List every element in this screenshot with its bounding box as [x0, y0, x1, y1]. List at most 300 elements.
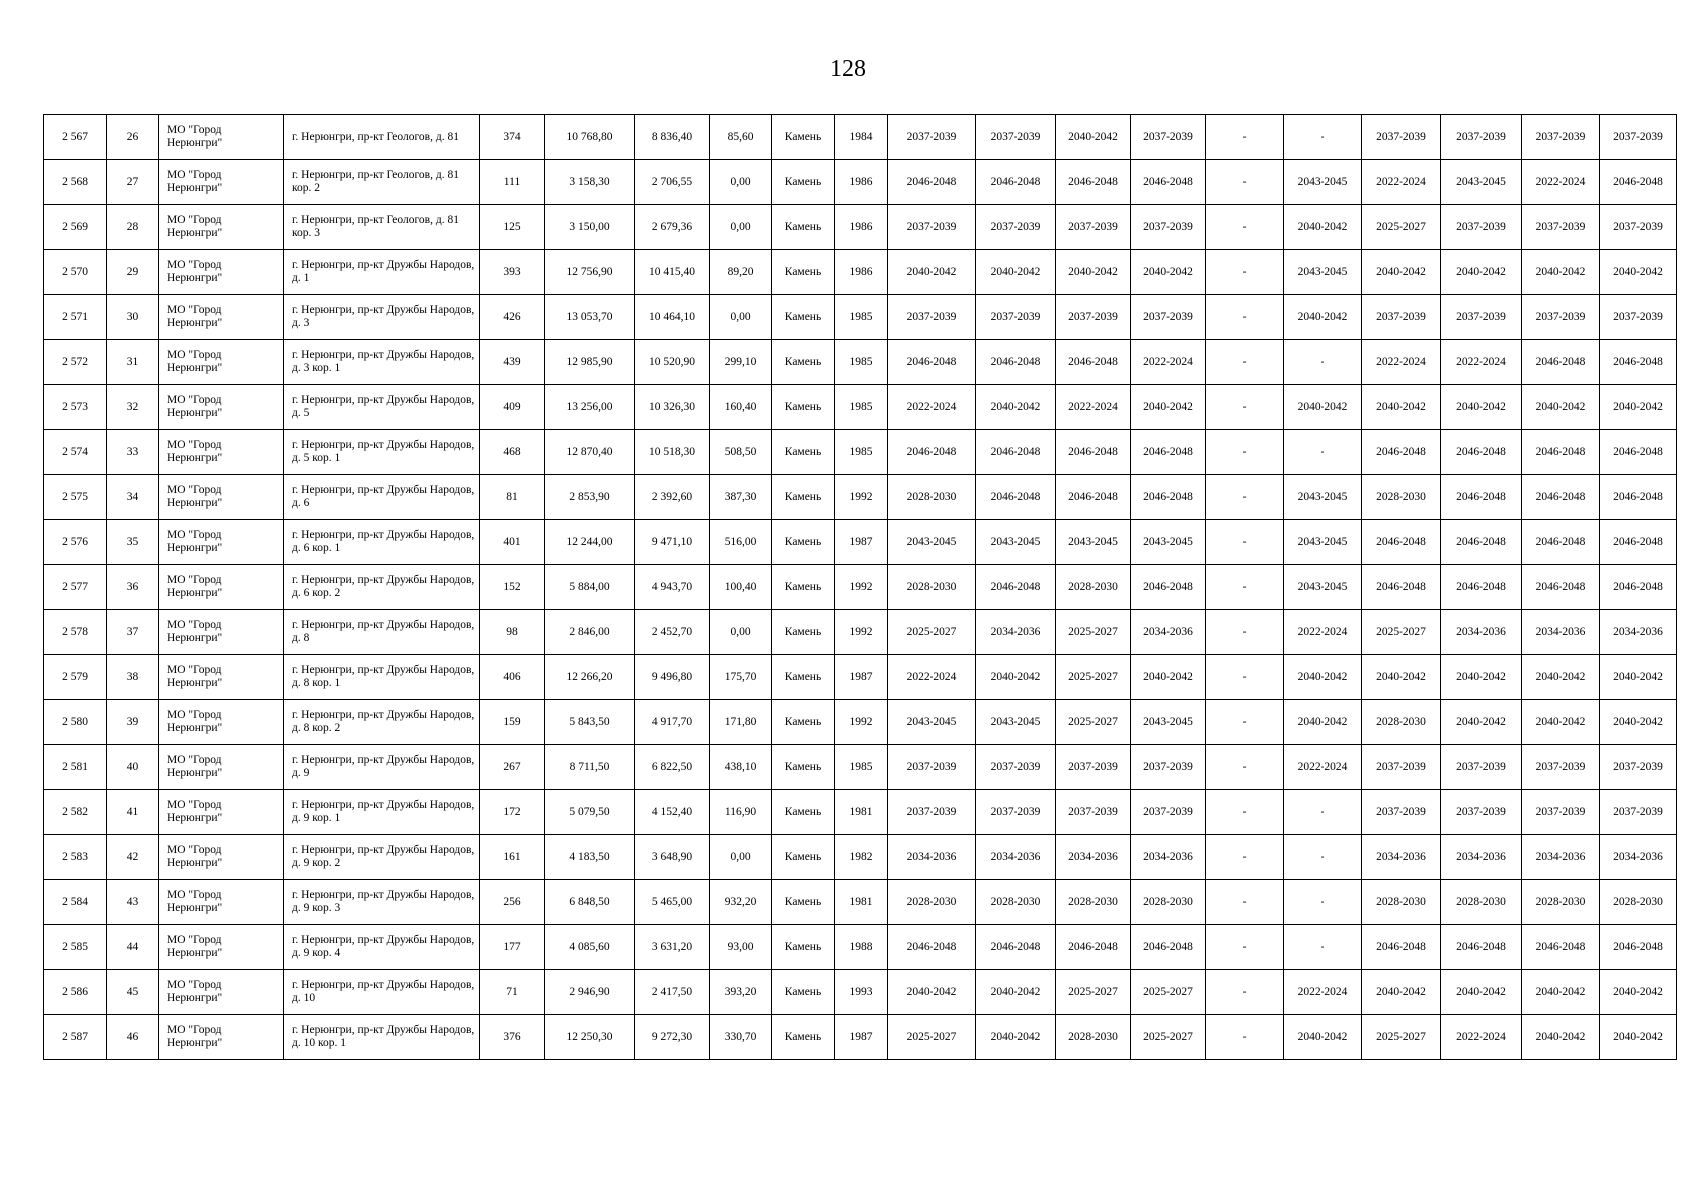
cell-registry-number: 2 582	[44, 790, 107, 835]
cell-work-period-10: 2040-2042	[1600, 655, 1677, 700]
cell-work-period-6: -	[1284, 835, 1362, 880]
cell-work-period-8: 2043-2045	[1441, 160, 1522, 205]
cell-work-period-9: 2037-2039	[1522, 790, 1600, 835]
cell-work-period-3: 2028-2030	[1056, 565, 1131, 610]
cell-work-period-3: 2022-2024	[1056, 385, 1131, 430]
cell-work-period-6: 2043-2045	[1284, 520, 1362, 565]
cell-municipality: МО "Город Нерюнгри"	[159, 520, 284, 565]
cell-address: г. Нерюнгри, пр-кт Дружбы Народов, д. 3	[284, 295, 480, 340]
cell-work-period-1: 2046-2048	[888, 430, 976, 475]
cell-work-period-10: 2037-2039	[1600, 295, 1677, 340]
cell-work-period-5: -	[1206, 655, 1284, 700]
cell-total-area: 5 079,50	[545, 790, 635, 835]
cell-work-period-3: 2034-2036	[1056, 835, 1131, 880]
cell-work-period-4: 2034-2036	[1131, 610, 1206, 655]
cell-work-period-1: 2037-2039	[888, 115, 976, 160]
cell-work-period-6: 2040-2042	[1284, 1015, 1362, 1060]
cell-work-period-3: 2037-2039	[1056, 295, 1131, 340]
cell-work-period-2: 2043-2045	[976, 700, 1056, 745]
cell-non-residential-area: 100,40	[710, 565, 772, 610]
cell-residential-area: 4 943,70	[635, 565, 710, 610]
cell-work-period-4: 2043-2045	[1131, 520, 1206, 565]
cell-work-period-8: 2046-2048	[1441, 565, 1522, 610]
cell-registry-number: 2 578	[44, 610, 107, 655]
cell-work-period-10: 2040-2042	[1600, 700, 1677, 745]
cell-work-period-2: 2040-2042	[976, 250, 1056, 295]
cell-work-period-6: -	[1284, 880, 1362, 925]
cell-address: г. Нерюнгри, пр-кт Дружбы Народов, д. 9	[284, 745, 480, 790]
cell-registry-number: 2 583	[44, 835, 107, 880]
cell-work-period-8: 2046-2048	[1441, 520, 1522, 565]
cell-work-period-3: 2040-2042	[1056, 115, 1131, 160]
cell-work-period-3: 2037-2039	[1056, 745, 1131, 790]
cell-work-period-2: 2037-2039	[976, 115, 1056, 160]
cell-work-period-8: 2046-2048	[1441, 925, 1522, 970]
cell-residential-area: 10 520,90	[635, 340, 710, 385]
cell-address: г. Нерюнгри, пр-кт Геологов, д. 81 кор. 3	[284, 205, 480, 250]
cell-work-period-3: 2037-2039	[1056, 205, 1131, 250]
cell-work-period-9: 2046-2048	[1522, 925, 1600, 970]
cell-total-area: 6 848,50	[545, 880, 635, 925]
cell-row-number: 27	[107, 160, 159, 205]
table-row	[44, 160, 1677, 205]
cell-work-period-10: 2040-2042	[1600, 385, 1677, 430]
cell-wall-material: Камень	[772, 475, 835, 520]
cell-work-period-6: 2043-2045	[1284, 475, 1362, 520]
cell-registry-number: 2 587	[44, 1015, 107, 1060]
cell-non-residential-area: 0,00	[710, 205, 772, 250]
cell-non-residential-area: 0,00	[710, 835, 772, 880]
cell-work-period-7: 2028-2030	[1362, 475, 1441, 520]
cell-total-area: 12 250,30	[545, 1015, 635, 1060]
cell-work-period-3: 2025-2027	[1056, 655, 1131, 700]
cell-work-period-5: -	[1206, 880, 1284, 925]
cell-total-area: 12 985,90	[545, 340, 635, 385]
cell-work-period-4: 2046-2048	[1131, 160, 1206, 205]
cell-work-period-2: 2034-2036	[976, 610, 1056, 655]
cell-work-period-3: 2037-2039	[1056, 790, 1131, 835]
cell-row-number: 32	[107, 385, 159, 430]
cell-work-period-3: 2046-2048	[1056, 475, 1131, 520]
cell-non-residential-area: 0,00	[710, 610, 772, 655]
cell-work-period-10: 2034-2036	[1600, 835, 1677, 880]
cell-year-built: 1992	[835, 610, 888, 655]
cell-work-period-2: 2043-2045	[976, 520, 1056, 565]
cell-work-period-3: 2046-2048	[1056, 160, 1131, 205]
cell-residents-count: 468	[480, 430, 545, 475]
cell-work-period-2: 2034-2036	[976, 835, 1056, 880]
cell-wall-material: Камень	[772, 115, 835, 160]
cell-municipality: МО "Город Нерюнгри"	[159, 610, 284, 655]
cell-work-period-1: 2028-2030	[888, 880, 976, 925]
cell-year-built: 1987	[835, 655, 888, 700]
cell-work-period-8: 2037-2039	[1441, 205, 1522, 250]
table-row	[44, 475, 1677, 520]
cell-year-built: 1985	[835, 430, 888, 475]
cell-work-period-5: -	[1206, 160, 1284, 205]
cell-work-period-2: 2046-2048	[976, 430, 1056, 475]
cell-address: г. Нерюнгри, пр-кт Дружбы Народов, д. 10	[284, 970, 480, 1015]
cell-non-residential-area: 93,00	[710, 925, 772, 970]
cell-work-period-9: 2040-2042	[1522, 1015, 1600, 1060]
cell-non-residential-area: 299,10	[710, 340, 772, 385]
cell-row-number: 33	[107, 430, 159, 475]
cell-work-period-9: 2028-2030	[1522, 880, 1600, 925]
cell-municipality: МО "Город Нерюнгри"	[159, 745, 284, 790]
cell-work-period-10: 2037-2039	[1600, 790, 1677, 835]
cell-year-built: 1985	[835, 745, 888, 790]
cell-address: г. Нерюнгри, пр-кт Дружбы Народов, д. 9 кор. 2	[284, 835, 480, 880]
cell-work-period-2: 2040-2042	[976, 655, 1056, 700]
cell-work-period-8: 2040-2042	[1441, 385, 1522, 430]
cell-address: г. Нерюнгри, пр-кт Дружбы Народов, д. 8 кор. 2	[284, 700, 480, 745]
cell-residents-count: 409	[480, 385, 545, 430]
cell-work-period-1: 2040-2042	[888, 250, 976, 295]
cell-work-period-5: -	[1206, 295, 1284, 340]
cell-work-period-9: 2040-2042	[1522, 700, 1600, 745]
cell-work-period-2: 2037-2039	[976, 295, 1056, 340]
cell-residents-count: 439	[480, 340, 545, 385]
cell-municipality: МО "Город Нерюнгри"	[159, 385, 284, 430]
cell-work-period-4: 2025-2027	[1131, 970, 1206, 1015]
cell-row-number: 43	[107, 880, 159, 925]
cell-work-period-4: 2046-2048	[1131, 565, 1206, 610]
cell-row-number: 46	[107, 1015, 159, 1060]
cell-work-period-4: 2043-2045	[1131, 700, 1206, 745]
cell-work-period-8: 2022-2024	[1441, 1015, 1522, 1060]
cell-work-period-3: 2025-2027	[1056, 610, 1131, 655]
cell-row-number: 40	[107, 745, 159, 790]
cell-work-period-10: 2040-2042	[1600, 970, 1677, 1015]
cell-work-period-2: 2037-2039	[976, 745, 1056, 790]
cell-work-period-6: 2040-2042	[1284, 295, 1362, 340]
cell-row-number: 41	[107, 790, 159, 835]
cell-non-residential-area: 932,20	[710, 880, 772, 925]
cell-work-period-6: -	[1284, 790, 1362, 835]
cell-municipality: МО "Город Нерюнгри"	[159, 655, 284, 700]
cell-work-period-6: 2040-2042	[1284, 385, 1362, 430]
cell-residents-count: 159	[480, 700, 545, 745]
cell-municipality: МО "Город Нерюнгри"	[159, 700, 284, 745]
cell-non-residential-area: 0,00	[710, 160, 772, 205]
cell-work-period-5: -	[1206, 745, 1284, 790]
cell-work-period-10: 2040-2042	[1600, 1015, 1677, 1060]
cell-address: г. Нерюнгри, пр-кт Дружбы Народов, д. 8	[284, 610, 480, 655]
cell-work-period-10: 2037-2039	[1600, 745, 1677, 790]
cell-work-period-6: 2043-2045	[1284, 250, 1362, 295]
cell-work-period-9: 2040-2042	[1522, 385, 1600, 430]
cell-residents-count: 256	[480, 880, 545, 925]
cell-work-period-5: -	[1206, 115, 1284, 160]
cell-registry-number: 2 579	[44, 655, 107, 700]
cell-work-period-8: 2037-2039	[1441, 790, 1522, 835]
cell-residents-count: 267	[480, 745, 545, 790]
cell-work-period-10: 2046-2048	[1600, 565, 1677, 610]
cell-residential-area: 4 152,40	[635, 790, 710, 835]
cell-wall-material: Камень	[772, 520, 835, 565]
cell-row-number: 39	[107, 700, 159, 745]
table-row	[44, 385, 1677, 430]
cell-address: г. Нерюнгри, пр-кт Дружбы Народов, д. 8 кор. 1	[284, 655, 480, 700]
cell-residents-count: 125	[480, 205, 545, 250]
cell-wall-material: Камень	[772, 340, 835, 385]
cell-total-area: 2 846,00	[545, 610, 635, 655]
cell-registry-number: 2 570	[44, 250, 107, 295]
cell-address: г. Нерюнгри, пр-кт Дружбы Народов, д. 6 кор. 2	[284, 565, 480, 610]
cell-total-area: 4 183,50	[545, 835, 635, 880]
cell-total-area: 5 843,50	[545, 700, 635, 745]
cell-registry-number: 2 581	[44, 745, 107, 790]
cell-wall-material: Камень	[772, 1015, 835, 1060]
cell-residents-count: 401	[480, 520, 545, 565]
cell-residents-count: 71	[480, 970, 545, 1015]
cell-work-period-5: -	[1206, 520, 1284, 565]
cell-work-period-9: 2046-2048	[1522, 340, 1600, 385]
cell-work-period-10: 2046-2048	[1600, 520, 1677, 565]
cell-municipality: МО "Город Нерюнгри"	[159, 340, 284, 385]
cell-work-period-2: 2040-2042	[976, 970, 1056, 1015]
cell-work-period-1: 2037-2039	[888, 790, 976, 835]
cell-registry-number: 2 585	[44, 925, 107, 970]
cell-work-period-4: 2037-2039	[1131, 115, 1206, 160]
cell-work-period-9: 2046-2048	[1522, 430, 1600, 475]
cell-work-period-7: 2022-2024	[1362, 160, 1441, 205]
cell-row-number: 34	[107, 475, 159, 520]
cell-work-period-8: 2040-2042	[1441, 700, 1522, 745]
cell-residential-area: 9 272,30	[635, 1015, 710, 1060]
cell-total-area: 13 256,00	[545, 385, 635, 430]
cell-work-period-8: 2037-2039	[1441, 745, 1522, 790]
cell-row-number: 38	[107, 655, 159, 700]
cell-wall-material: Камень	[772, 700, 835, 745]
table-row	[44, 610, 1677, 655]
cell-residential-area: 4 917,70	[635, 700, 710, 745]
cell-work-period-3: 2043-2045	[1056, 520, 1131, 565]
cell-non-residential-area: 85,60	[710, 115, 772, 160]
cell-residents-count: 161	[480, 835, 545, 880]
cell-work-period-2: 2037-2039	[976, 205, 1056, 250]
cell-work-period-10: 2046-2048	[1600, 160, 1677, 205]
cell-non-residential-area: 0,00	[710, 295, 772, 340]
cell-work-period-9: 2046-2048	[1522, 520, 1600, 565]
cell-work-period-5: -	[1206, 700, 1284, 745]
table-row	[44, 205, 1677, 250]
cell-work-period-1: 2025-2027	[888, 1015, 976, 1060]
table-row	[44, 115, 1677, 160]
cell-work-period-7: 2046-2048	[1362, 925, 1441, 970]
cell-registry-number: 2 569	[44, 205, 107, 250]
cell-work-period-6: 2022-2024	[1284, 745, 1362, 790]
cell-work-period-6: -	[1284, 340, 1362, 385]
cell-work-period-10: 2040-2042	[1600, 250, 1677, 295]
cell-work-period-3: 2046-2048	[1056, 340, 1131, 385]
table-row	[44, 295, 1677, 340]
cell-total-area: 4 085,60	[545, 925, 635, 970]
cell-work-period-1: 2046-2048	[888, 340, 976, 385]
cell-wall-material: Камень	[772, 250, 835, 295]
cell-residential-area: 2 679,36	[635, 205, 710, 250]
cell-work-period-1: 2037-2039	[888, 295, 976, 340]
cell-year-built: 1985	[835, 295, 888, 340]
cell-work-period-1: 2025-2027	[888, 610, 976, 655]
cell-work-period-4: 2046-2048	[1131, 430, 1206, 475]
cell-year-built: 1981	[835, 790, 888, 835]
cell-residents-count: 98	[480, 610, 545, 655]
cell-work-period-6: 2040-2042	[1284, 655, 1362, 700]
cell-year-built: 1986	[835, 250, 888, 295]
cell-non-residential-area: 393,20	[710, 970, 772, 1015]
cell-work-period-2: 2046-2048	[976, 340, 1056, 385]
cell-work-period-9: 2037-2039	[1522, 295, 1600, 340]
cell-total-area: 2 946,90	[545, 970, 635, 1015]
cell-wall-material: Камень	[772, 925, 835, 970]
cell-non-residential-area: 330,70	[710, 1015, 772, 1060]
cell-total-area: 12 756,90	[545, 250, 635, 295]
cell-work-period-5: -	[1206, 925, 1284, 970]
cell-work-period-8: 2034-2036	[1441, 610, 1522, 655]
cell-work-period-4: 2034-2036	[1131, 835, 1206, 880]
cell-work-period-6: 2043-2045	[1284, 565, 1362, 610]
cell-residents-count: 172	[480, 790, 545, 835]
cell-residential-area: 9 496,80	[635, 655, 710, 700]
cell-total-area: 12 266,20	[545, 655, 635, 700]
cell-work-period-10: 2046-2048	[1600, 430, 1677, 475]
cell-work-period-9: 2040-2042	[1522, 250, 1600, 295]
cell-work-period-7: 2034-2036	[1362, 835, 1441, 880]
table-row	[44, 250, 1677, 295]
cell-work-period-10: 2037-2039	[1600, 115, 1677, 160]
cell-work-period-7: 2037-2039	[1362, 745, 1441, 790]
cell-work-period-3: 2028-2030	[1056, 880, 1131, 925]
cell-municipality: МО "Город Нерюнгри"	[159, 250, 284, 295]
cell-work-period-10: 2046-2048	[1600, 925, 1677, 970]
cell-year-built: 1987	[835, 1015, 888, 1060]
cell-registry-number: 2 576	[44, 520, 107, 565]
cell-work-period-2: 2046-2048	[976, 565, 1056, 610]
table-row	[44, 880, 1677, 925]
cell-work-period-4: 2040-2042	[1131, 385, 1206, 430]
table-row	[44, 925, 1677, 970]
cell-row-number: 44	[107, 925, 159, 970]
cell-year-built: 1985	[835, 385, 888, 430]
cell-municipality: МО "Город Нерюнгри"	[159, 835, 284, 880]
cell-year-built: 1987	[835, 520, 888, 565]
cell-registry-number: 2 567	[44, 115, 107, 160]
cell-work-period-1: 2040-2042	[888, 970, 976, 1015]
cell-non-residential-area: 438,10	[710, 745, 772, 790]
cell-work-period-5: -	[1206, 430, 1284, 475]
housing-registry-table	[43, 114, 1677, 1060]
cell-municipality: МО "Город Нерюнгри"	[159, 1015, 284, 1060]
table-row	[44, 340, 1677, 385]
cell-residents-count: 406	[480, 655, 545, 700]
cell-non-residential-area: 160,40	[710, 385, 772, 430]
cell-total-area: 10 768,80	[545, 115, 635, 160]
cell-work-period-3: 2046-2048	[1056, 925, 1131, 970]
cell-address: г. Нерюнгри, пр-кт Дружбы Народов, д. 5	[284, 385, 480, 430]
cell-year-built: 1986	[835, 160, 888, 205]
cell-work-period-7: 2028-2030	[1362, 700, 1441, 745]
cell-address: г. Нерюнгри, пр-кт Дружбы Народов, д. 3 кор. 1	[284, 340, 480, 385]
cell-work-period-4: 2040-2042	[1131, 250, 1206, 295]
cell-work-period-7: 2040-2042	[1362, 250, 1441, 295]
cell-year-built: 1992	[835, 700, 888, 745]
cell-work-period-1: 2037-2039	[888, 205, 976, 250]
page-number: 128	[830, 56, 866, 82]
cell-row-number: 37	[107, 610, 159, 655]
cell-row-number: 28	[107, 205, 159, 250]
cell-work-period-3: 2046-2048	[1056, 430, 1131, 475]
cell-work-period-8: 2037-2039	[1441, 115, 1522, 160]
cell-work-period-1: 2043-2045	[888, 520, 976, 565]
cell-work-period-8: 2022-2024	[1441, 340, 1522, 385]
cell-work-period-7: 2046-2048	[1362, 565, 1441, 610]
cell-work-period-5: -	[1206, 835, 1284, 880]
cell-work-period-6: 2040-2042	[1284, 205, 1362, 250]
cell-work-period-9: 2034-2036	[1522, 835, 1600, 880]
cell-work-period-9: 2046-2048	[1522, 475, 1600, 520]
cell-address: г. Нерюнгри, пр-кт Дружбы Народов, д. 9 кор. 3	[284, 880, 480, 925]
cell-work-period-10: 2037-2039	[1600, 205, 1677, 250]
cell-non-residential-area: 516,00	[710, 520, 772, 565]
cell-residential-area: 2 392,60	[635, 475, 710, 520]
cell-municipality: МО "Город Нерюнгри"	[159, 925, 284, 970]
cell-work-period-3: 2040-2042	[1056, 250, 1131, 295]
cell-work-period-4: 2037-2039	[1131, 790, 1206, 835]
cell-work-period-8: 2040-2042	[1441, 970, 1522, 1015]
cell-residential-area: 10 415,40	[635, 250, 710, 295]
cell-non-residential-area: 508,50	[710, 430, 772, 475]
cell-work-period-7: 2025-2027	[1362, 610, 1441, 655]
cell-work-period-2: 2040-2042	[976, 385, 1056, 430]
cell-municipality: МО "Город Нерюнгри"	[159, 205, 284, 250]
cell-year-built: 1986	[835, 205, 888, 250]
cell-work-period-5: -	[1206, 250, 1284, 295]
cell-municipality: МО "Город Нерюнгри"	[159, 475, 284, 520]
cell-address: г. Нерюнгри, пр-кт Дружбы Народов, д. 6	[284, 475, 480, 520]
cell-work-period-2: 2046-2048	[976, 925, 1056, 970]
cell-registry-number: 2 572	[44, 340, 107, 385]
cell-total-area: 13 053,70	[545, 295, 635, 340]
cell-work-period-8: 2034-2036	[1441, 835, 1522, 880]
cell-address: г. Нерюнгри, пр-кт Дружбы Народов, д. 10 кор. 1	[284, 1015, 480, 1060]
cell-work-period-7: 2037-2039	[1362, 295, 1441, 340]
cell-work-period-3: 2025-2027	[1056, 970, 1131, 1015]
cell-residential-area: 2 452,70	[635, 610, 710, 655]
cell-municipality: МО "Город Нерюнгри"	[159, 160, 284, 205]
table-row	[44, 565, 1677, 610]
cell-work-period-10: 2028-2030	[1600, 880, 1677, 925]
cell-year-built: 1982	[835, 835, 888, 880]
cell-work-period-5: -	[1206, 970, 1284, 1015]
table-body	[44, 115, 1677, 1060]
cell-work-period-4: 2040-2042	[1131, 655, 1206, 700]
cell-municipality: МО "Город Нерюнгри"	[159, 565, 284, 610]
cell-registry-number: 2 575	[44, 475, 107, 520]
cell-year-built: 1985	[835, 340, 888, 385]
cell-work-period-7: 2022-2024	[1362, 340, 1441, 385]
cell-wall-material: Камень	[772, 655, 835, 700]
cell-work-period-9: 2022-2024	[1522, 160, 1600, 205]
cell-work-period-4: 2022-2024	[1131, 340, 1206, 385]
cell-year-built: 1984	[835, 115, 888, 160]
cell-year-built: 1988	[835, 925, 888, 970]
cell-registry-number: 2 574	[44, 430, 107, 475]
cell-row-number: 31	[107, 340, 159, 385]
cell-work-period-8: 2046-2048	[1441, 430, 1522, 475]
cell-work-period-5: -	[1206, 475, 1284, 520]
cell-residential-area: 2 417,50	[635, 970, 710, 1015]
